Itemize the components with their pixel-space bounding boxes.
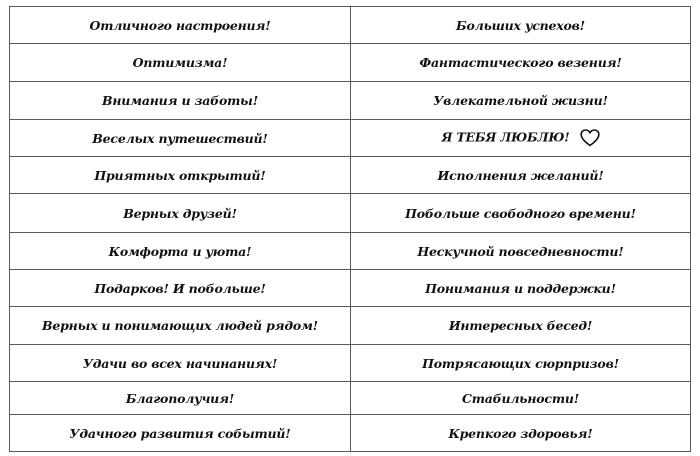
table-row — [10, 82, 691, 120]
wishes-table — [9, 6, 691, 452]
table-row — [10, 382, 691, 415]
wish-cell-right: Побольше свободного времени! — [351, 194, 691, 233]
table-row — [10, 7, 691, 44]
wish-cell-right: Интересных бесед! — [351, 307, 691, 345]
wish-cell-right: Нескучной повседневности! — [351, 233, 691, 270]
heart-icon — [580, 129, 600, 147]
wish-cell-left: Веселых путешествий! — [10, 120, 351, 157]
table-row — [10, 194, 691, 233]
wish-cell-left: Верных и понимающих людей рядом! — [10, 307, 351, 345]
wish-cell-right: Крепкого здоровья! — [351, 415, 691, 452]
wish-cell-left: Благополучия! — [10, 382, 351, 415]
wish-cell-right: Больших успехов! — [351, 7, 691, 44]
wish-cell-left: Подарков! И побольше! — [10, 270, 351, 307]
table-row — [10, 345, 691, 382]
wish-cell-left: Оптимизма! — [10, 44, 351, 82]
wish-cell-left: Удачи во всех начинаниях! — [10, 345, 351, 382]
table-row — [10, 120, 691, 157]
table-row — [10, 307, 691, 345]
wish-cell-right: Исполнения желаний! — [351, 157, 691, 194]
wish-cell-left: Верных друзей! — [10, 194, 351, 233]
table-row — [10, 157, 691, 194]
wish-cell-right: Стабильности! — [351, 382, 691, 415]
wish-cell-right: Потрясающих сюрпризов! — [351, 345, 691, 382]
wish-cell-left: Приятных открытий! — [10, 157, 351, 194]
wish-cell-left: Комфорта и уюта! — [10, 233, 351, 270]
wish-cell-left: Удачного развития событий! — [10, 415, 351, 452]
wish-cell-right: Понимания и поддержки! — [351, 270, 691, 307]
wish-cell-right — [351, 120, 691, 157]
table-row — [10, 44, 691, 82]
table-row — [10, 233, 691, 270]
wish-cell-left: Внимания и заботы! — [10, 82, 351, 120]
wish-cell-right: Фантастического везения! — [351, 44, 691, 82]
wish-cell-right: Увлекательной жизни! — [351, 82, 691, 120]
table-row — [10, 415, 691, 452]
wish-cell-left: Отличного настроения! — [10, 7, 351, 44]
table-row — [10, 270, 691, 307]
love-text: Я ТЕБЯ ЛЮБЛЮ! — [441, 129, 570, 145]
